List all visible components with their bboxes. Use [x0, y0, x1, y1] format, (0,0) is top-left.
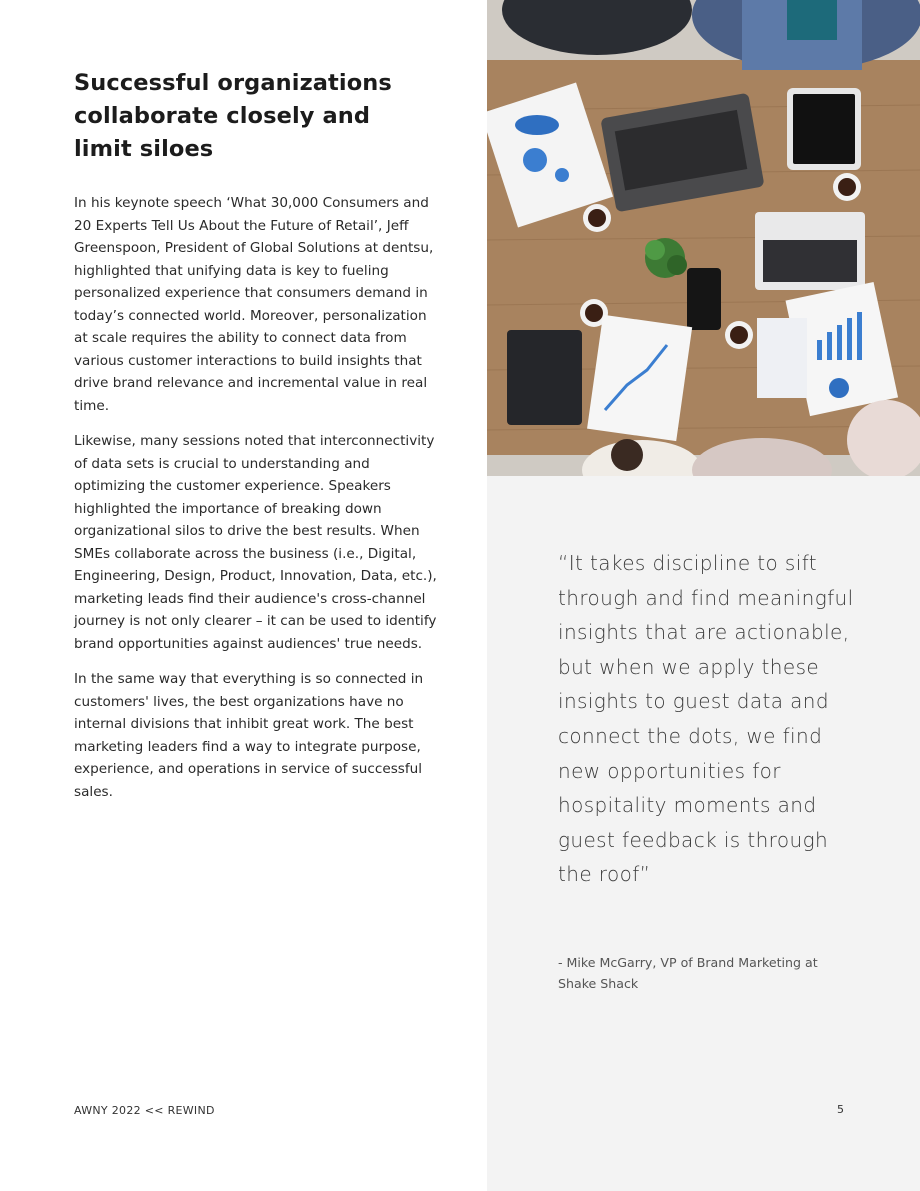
- team-meeting-photo: [487, 0, 920, 476]
- page-heading: Successful organizations collaborate closely and limit siloes: [74, 70, 392, 162]
- paragraph: In his keynote speech ‘What 30,000 Consumers and 20 Experts Tell Us About the Future of Retail’, Jeff Greenspoon, President of Global Solutions at dentsu, highlighted that unifying data is key to fueling personalized experience that consumers demand in today’s connected world. Moreover, personalization at scale requires the ability to connect data from various customer interactions to build insights that drive brand relevance and incremental value in real time.: [74, 195, 434, 414]
- footer-publication: AWNY 2022 << REWIND: [74, 1104, 215, 1117]
- quote-attribution: - Mike McGarry, VP of Brand Marketing at Shake Shack: [558, 955, 818, 991]
- page-number: 5: [837, 1103, 844, 1116]
- paragraph: In the same way that everything is so connected in customers' lives, the best organizations have no internal divisions that inhibit great work. The best marketing leaders find a way to integrate purpose, experience, and operations in service of successful sales.: [74, 671, 424, 800]
- article-body: [74, 192, 440, 816]
- quote-sidebar: [487, 0, 920, 1191]
- paragraph: Likewise, many sessions noted that interconnectivity of data sets is crucial to understanding and optimizing the customer experience. Speakers highlighted the importance of breaking down organizational silos to drive the best results. When SMEs collaborate across the business (i.e., Digital, Engineering, Design, Product, Innovation, Data, etc.), marketing leads find their audience's cross-channel journey is not only clearer – it can be used to identify brand opportunities against audiences' true needs.: [74, 433, 437, 652]
- pull-quote: “It takes discipline to sift through and find meaningful insights that are actionable, but when we apply these insights to guest data and connect the dots, we find new opportunities for hospitality moments and guest feedback is through the roof”: [558, 551, 854, 887]
